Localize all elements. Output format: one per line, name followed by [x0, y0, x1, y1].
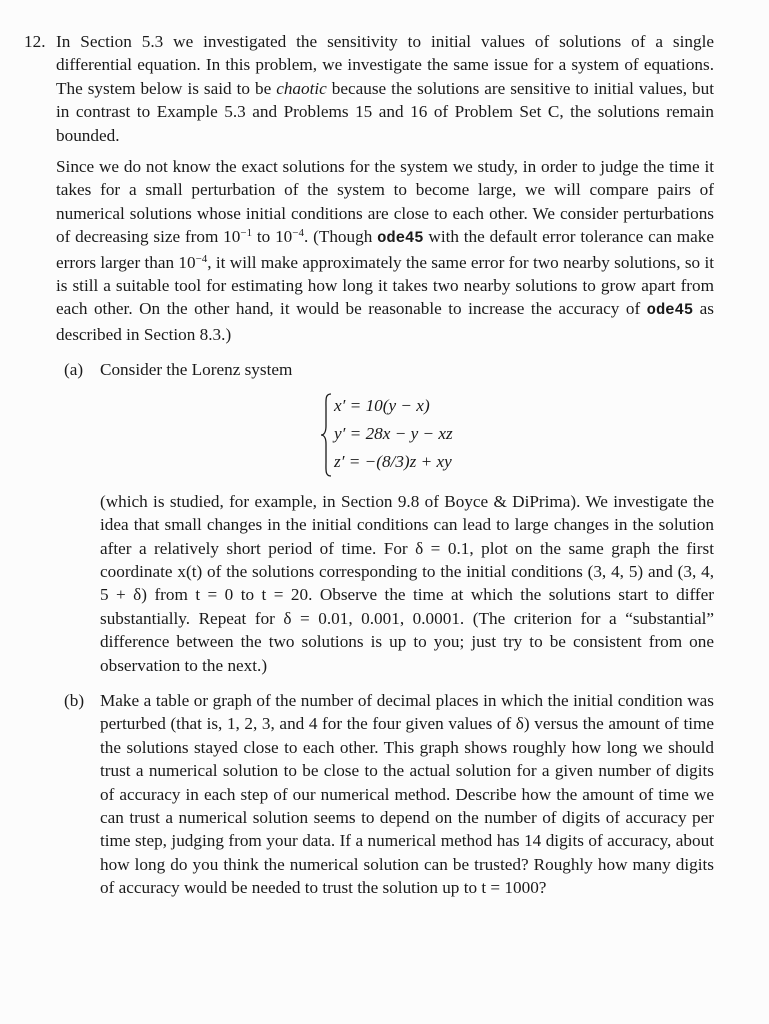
part-a-label: (a)	[64, 360, 84, 380]
part-b-label: (b)	[64, 690, 85, 710]
method-paragraph: Since we do not know the exact solutions for the system we study, in order to judge the time it takes for a small perturbation of the system to become large, we will compare pairs of numerical solutions whose initial conditions are close to each other. We consider perturbations of decreasing size from $10^{-1}$ to $10^{-4}$. (Though ode45 with the default error tolerance can make errors larger than $10^{-4}$, it will make approximately the same error for two nearby solutions, so it is still a suitable tool for estimating how long it takes two nearby solutions to grow apart from each other. On the other hand, it would be reasonable to increase the accuracy of ode45 as described in Section 8.3.)	[56, 157, 714, 344]
equation-z: z′ = −(8/3)z + xy	[334, 451, 452, 471]
part-a-intro: Consider the Lorenz system	[100, 360, 293, 380]
intro-paragraph: In Section 5.3 we investigated the sensitivity to initial values of solutions of a single differential equation. In this problem, we investigate the same issue for a system of equations. The system below is said to be chaotic because the solutions are sensitive to initial values, but in contrast to Example 5.3 and Problems 15 and 16 of Problem Set C, the solutions remain bounded.	[56, 32, 715, 145]
part-b-body: Make a table or graph of the number of decimal places in which the initial condition was perturbed (that is, 1, 2, 3, and 4 for the four given values of δ) versus the amount of time the solutions stayed close to each other. This graph shows roughly how long we should trust a numerical solution to be close to the actual solution for a given number of digits of accuracy in each step of our numerical method. Describe how the amount of time we can trust a numerical solution seems to depend on the number of digits of accuracy per time step, judging from your data. If a numerical method has 14 digits of accuracy, about how long do you think the numerical solution can be trusted? Roughly how many digits of accuracy would be needed to trust the solution up to t = 1000?	[100, 690, 714, 898]
problem-number: 12.	[24, 32, 46, 51]
ode45-code: ode45	[377, 229, 424, 248]
equation-x: x′ = 10(y − x)	[334, 395, 430, 415]
chaotic-term: chaotic	[276, 78, 327, 98]
lorenz-system	[320, 392, 714, 478]
part-a-body: (which is studied, for example, in Section 9.8 of Boyce & DiPrima). We investigate the idea that small changes in the initial conditions can lead to large changes in the solution after a relatively short period of time. For δ = 0.1, plot on the same graph the first coordinate x(t) of the solutions corresponding to the initial conditions (3, 4, 5) and (3, 4, 5 + δ) from t = 0 to t = 20. Observe the time at which the solutions start to differ substantially. Repeat for δ = 0.01, 0.001, 0.0001. (The criterion for a “substantial” difference between the two solutions is up to you; just try to be consistent from one observation to the next.)	[100, 491, 714, 675]
problem-12	[24, 30, 714, 908]
part-b	[64, 689, 714, 900]
ode45-code: ode45	[646, 301, 694, 320]
equation-y: y′ = 28x − y − xz	[334, 423, 453, 443]
brace-icon	[320, 392, 332, 478]
part-a	[64, 358, 714, 677]
